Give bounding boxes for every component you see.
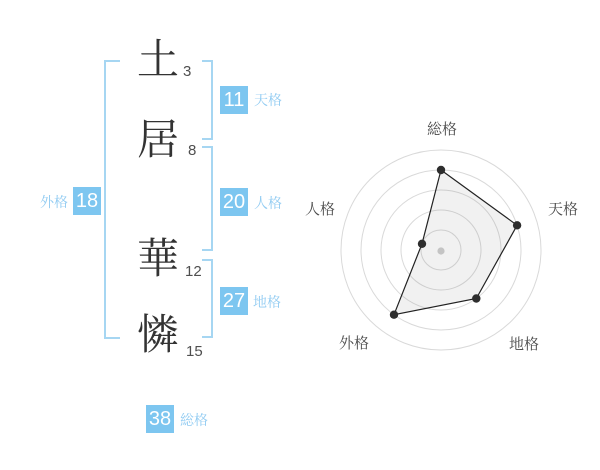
radar-axis-label-jinkaku: 人格	[304, 201, 336, 218]
radar-data-polygon	[394, 170, 517, 315]
radar-data-point	[390, 311, 398, 319]
tenkaku-label: 天格	[254, 92, 282, 108]
radar-data-point	[418, 240, 426, 248]
jinkaku-bracket	[202, 146, 213, 251]
gaikaku-bracket	[104, 60, 120, 339]
stroke-count-3: 12	[185, 263, 202, 280]
radar-data-point	[472, 294, 480, 302]
stroke-count-4: 15	[186, 343, 203, 360]
radar-chart	[301, 110, 581, 390]
tenkaku-bracket	[202, 60, 213, 140]
stroke-count-1: 3	[183, 63, 192, 80]
stroke-count-2: 8	[188, 142, 197, 159]
soukaku-value-badge: 38	[146, 405, 174, 433]
gaikaku-label: 外格	[40, 194, 68, 210]
radar-axis-label-soukaku: 総格	[426, 121, 458, 138]
radar-axis-label-chikaku: 地格	[508, 336, 540, 353]
radar-series	[390, 166, 522, 319]
jinkaku-label: 人格	[254, 195, 282, 211]
soukaku-label: 総格	[180, 412, 208, 428]
gaikaku-value-badge: 18	[73, 187, 101, 215]
radar-data-point	[437, 166, 445, 174]
chikaku-label: 地格	[253, 294, 281, 310]
tenkaku-value-badge: 11	[220, 86, 248, 114]
name-character-1: 土	[136, 36, 179, 83]
chikaku-bracket	[202, 259, 213, 338]
name-character-2: 居	[136, 116, 179, 163]
radar-center-dot	[437, 247, 444, 254]
chikaku-value-badge: 27	[220, 287, 248, 315]
jinkaku-value-badge: 20	[220, 188, 248, 216]
radar-axis-label-tenkaku: 天格	[547, 201, 579, 218]
name-character-3: 華	[136, 235, 179, 282]
radar-axis-label-gaikaku: 外格	[338, 335, 370, 352]
name-character-4: 憐	[136, 311, 179, 358]
radar-data-point	[513, 221, 521, 229]
